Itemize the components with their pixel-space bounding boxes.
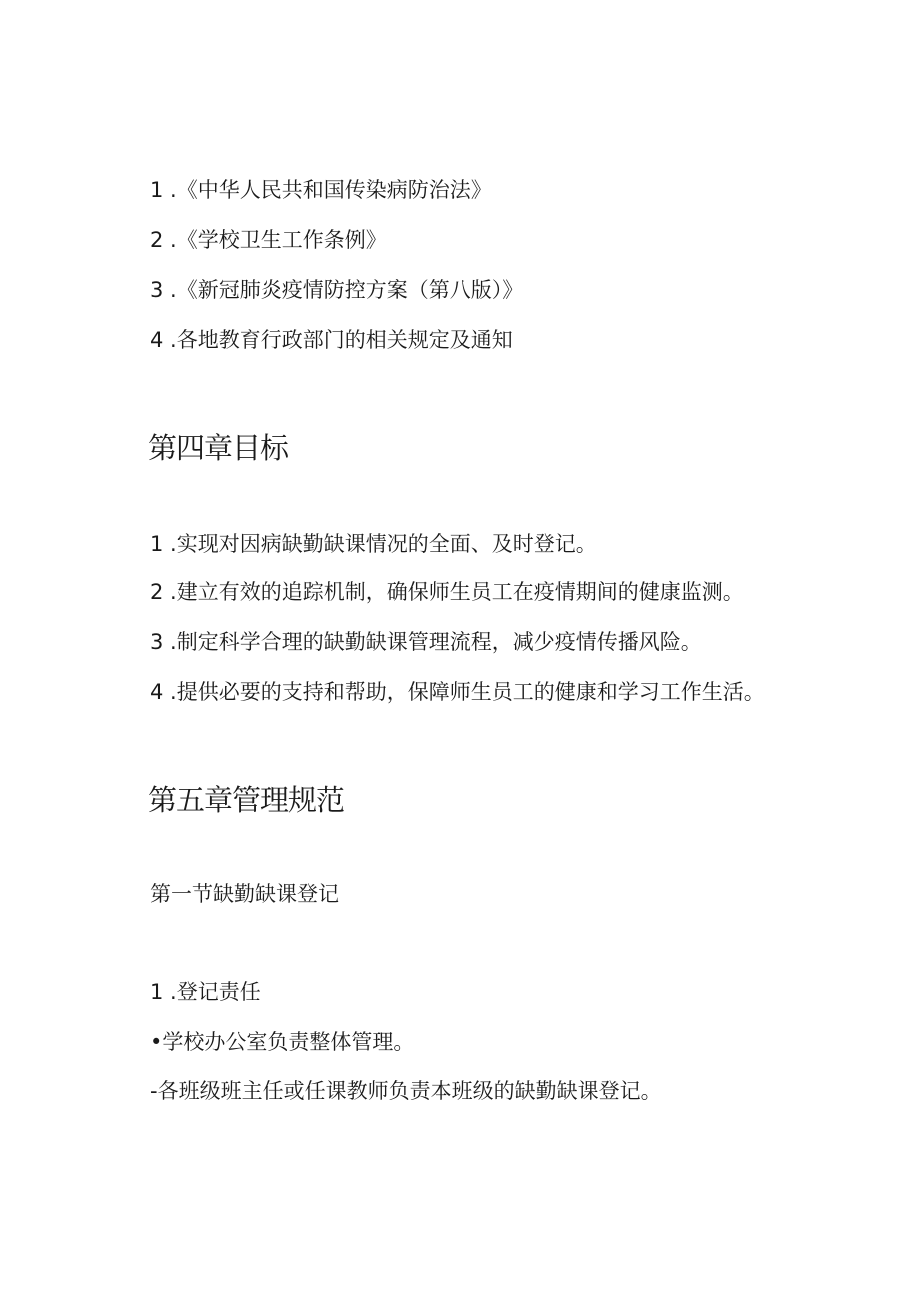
chapter-5-title: 第五章管理规范 xyxy=(148,783,345,817)
goal-item-1: 1 .实现对因病缺勤缺课情况的全面、及时登记。 xyxy=(150,532,597,556)
section-1-title: 第一节缺勤缺课登记 xyxy=(150,882,339,906)
chapter-4-title: 第四章目标 xyxy=(148,431,289,465)
goal-item-3: 3 .制定科学合理的缺勤缺课管理流程，减少疫情传播风险。 xyxy=(150,630,702,654)
goal-item-4: 4 .提供必要的支持和帮助，保障师生员工的健康和学习工作生活。 xyxy=(150,680,765,704)
legal-basis-item-2: 2 .《学校卫生工作条例》 xyxy=(150,228,387,252)
legal-basis-item-4: 4 .各地教育行政部门的相关规定及通知 xyxy=(150,328,513,352)
legal-basis-item-1: 1 .《中华人民共和国传染病防治法》 xyxy=(150,178,492,202)
responsibility-item-2: -各班级班主任或任课教师负责本班级的缺勤缺课登记。 xyxy=(150,1079,662,1103)
responsibility-item-1: •学校办公室负责整体管理。 xyxy=(150,1030,415,1054)
legal-basis-item-3: 3 .《新冠肺炎疫情防控方案（第八版）》 xyxy=(150,278,524,302)
subsection-1-title: 1 .登记责任 xyxy=(150,980,261,1004)
goal-item-2: 2 .建立有效的追踪机制，确保师生员工在疫情期间的健康监测。 xyxy=(150,580,744,604)
